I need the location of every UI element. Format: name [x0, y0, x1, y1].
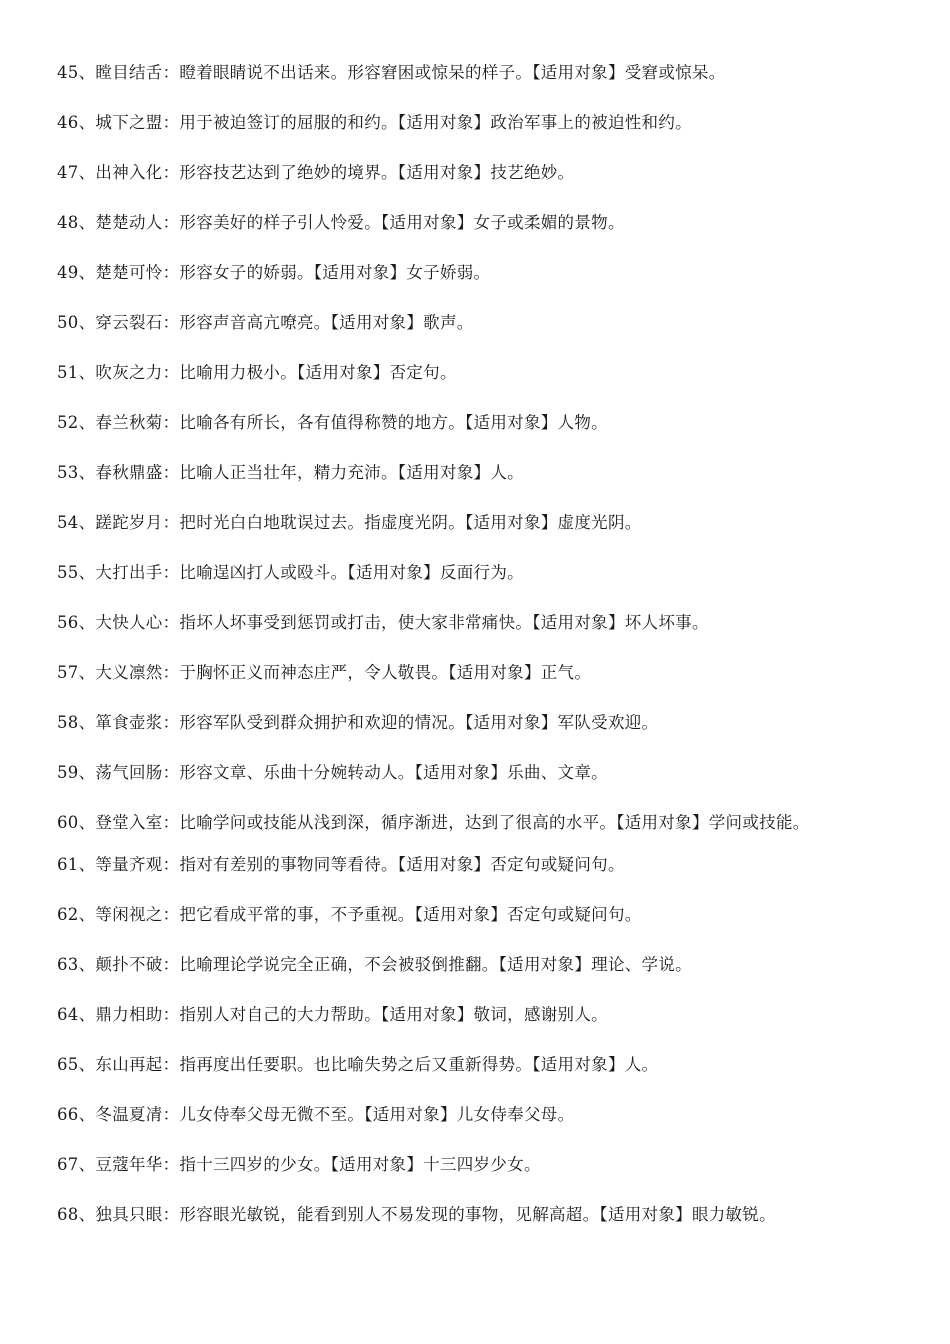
list-item: 49、楚楚可怜：形容女子的娇弱。【适用对象】女子娇弱。: [57, 263, 491, 282]
list-item: 52、春兰秋菊：比喻各有所长，各有值得称赞的地方。【适用对象】人物。: [57, 413, 608, 432]
list-item: 67、豆蔻年华：指十三四岁的少女。【适用对象】十三四岁少女。: [57, 1155, 541, 1174]
list-item: 48、楚楚动人：形容美好的样子引人怜爱。【适用对象】女子或柔媚的景物。: [57, 213, 625, 232]
list-item: 50、穿云裂石：形容声音高亢嘹亮。【适用对象】歌声。: [57, 313, 474, 332]
list-item: 63、颠扑不破：比喻理论学说完全正确，不会被驳倒推翻。【适用对象】理论、学说。: [57, 955, 692, 974]
list-item: 66、冬温夏凊：儿女侍奉父母无微不至。【适用对象】儿女侍奉父母。: [57, 1105, 575, 1124]
list-item: 54、蹉跎岁月：把时光白白地耽误过去。指虚度光阴。【适用对象】虚度光阴。: [57, 513, 642, 532]
list-item: 55、大打出手：比喻逞凶打人或殴斗。【适用对象】反面行为。: [57, 563, 524, 582]
list-item: 59、荡气回肠：形容文章、乐曲十分婉转动人。【适用对象】乐曲、文章。: [57, 763, 608, 782]
list-item: 56、大快人心：指坏人坏事受到惩罚或打击，使大家非常痛快。【适用对象】坏人坏事。: [57, 613, 709, 632]
list-item: 57、大义凛然：于胸怀正义而神态庄严，令人敬畏。【适用对象】正气。: [57, 663, 592, 682]
list-item: 60、登堂入室：比喻学问或技能从浅到深，循序渐进，达到了很高的水平。【适用对象】学问或技能。: [57, 813, 810, 832]
list-item: 68、独具只眼：形容眼光敏锐，能看到别人不易发现的事物，见解高超。【适用对象】眼力敏锐。: [57, 1205, 776, 1224]
idiom-list: [57, 60, 897, 1252]
list-item: 61、等量齐观：指对有差别的事物同等看待。【适用对象】否定句或疑问句。: [57, 855, 625, 874]
list-item: 65、东山再起：指再度出任要职。也比喻失势之后又重新得势。【适用对象】人。: [57, 1055, 659, 1074]
list-item: 58、箪食壶浆：形容军队受到群众拥护和欢迎的情况。【适用对象】军队受欢迎。: [57, 713, 659, 732]
list-item: 46、城下之盟：用于被迫签订的屈服的和约。【适用对象】政治军事上的被迫性和约。: [57, 113, 692, 132]
list-item: 51、吹灰之力：比喻用力极小。【适用对象】否定句。: [57, 363, 457, 382]
list-item: 62、等闲视之：把它看成平常的事，不予重视。【适用对象】否定句或疑问句。: [57, 905, 642, 924]
list-item: 53、春秋鼎盛：比喻人正当壮年，精力充沛。【适用对象】人。: [57, 463, 524, 482]
list-item: 64、鼎力相助：指别人对自己的大力帮助。【适用对象】敬词，感谢别人。: [57, 1005, 608, 1024]
list-item: 47、出神入化：形容技艺达到了绝妙的境界。【适用对象】技艺绝妙。: [57, 163, 575, 182]
list-item: 45、瞠目结舌：瞪着眼睛说不出话来。形容窘困或惊呆的样子。【适用对象】受窘或惊呆。: [57, 63, 726, 82]
